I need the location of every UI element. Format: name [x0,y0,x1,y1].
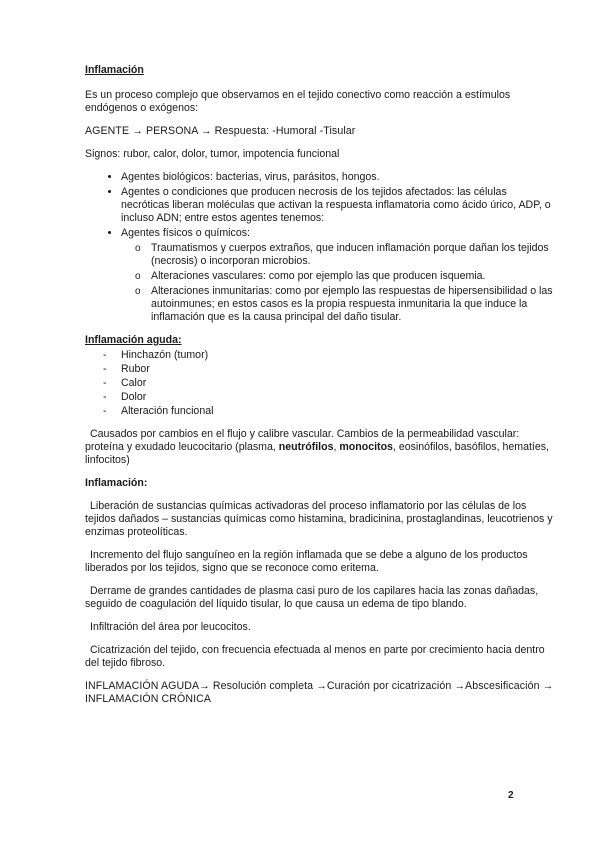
acute-sign-item: - Alteración funcional [121,405,555,418]
acute-sign-item: - Calor [121,377,555,390]
sub-agents-item: o Traumatismos y cuerpos extraños, que inducen inflamación porque dañan los tejidos (necrosis) o incorporan microbios. [151,242,555,268]
causes-text-1: Causados por cambios en el flujo y calibre vascular. Cambios de la permeabilidad vascular: proteína y exudado leucocitario (plasma, [85,428,520,453]
acute-signs-list [85,349,555,418]
document-page [85,64,555,716]
process-paragraph: Infiltración del área por leucocitos. [90,621,251,633]
agents-list-item [121,227,555,324]
signs-line: Signos: rubor, calor, dolor, tumor, impotencia funcional [85,148,340,160]
sub-agents-list [121,242,555,324]
agent-flow-line: AGENTE → PERSONA → Respuesta: -Humoral -Tisular [85,125,356,137]
agents-list [85,171,555,324]
agents-list-item: • Agentes biológicos: bacterias, virus, parásitos, hongos. [121,171,555,184]
causes-text-2: , eosinófilos, basófilos, hematíes, linfocitos) [85,441,549,466]
page-number: 2 [508,790,514,801]
acute-sign-item: - Hinchazón (tumor) [121,349,555,362]
process-paragraph: Cicatrización del tejido, con frecuencia efectuada al menos en parte por crecimiento hacia dentro del tejido fibroso. [85,644,545,669]
process-paragraph: Liberación de sustancias químicas activadoras del proceso inflamatorio por las células de los tejidos dañados – sustancias químicas como histamina, bradicinina, prostaglandinas, leucotrienos y enzimas proteolíticas. [85,500,553,538]
sub-agents-item: o Alteraciones vasculares: como por ejemplo las que producen isquemia. [151,270,555,283]
section-title-inflamacion: Inflamación [85,64,144,76]
acute-sign-item: - Dolor [121,391,555,404]
section-title-inflamacion-2: Inflamación: [85,477,148,489]
causes-paragraph [85,428,555,467]
section-title-acute: Inflamación aguda: [85,334,182,346]
causes-bold-monocitos: monocitos [339,441,393,453]
sub-agents-item: o Alteraciones inmunitarias: como por ejemplo las respuestas de hipersensibilidad o las autoinmunes; en estos casos es la propia respuesta inmunitaria la que induce la inflamación que es la causa principal del daño tisular. [151,285,555,324]
causes-bold-neutrofilos: neutrófilos [278,441,334,453]
agents-list-item-label: Agentes físicos o químicos: [121,227,250,239]
outcome-flow-line: INFLAMACIÓN AGUDA→ Resolución completa →Curación por cicatrización →Abscesificación → INFLAMACIÓN CRÓNICA [85,680,554,705]
acute-sign-item: - Rubor [121,363,555,376]
causes-sep: , [333,441,340,453]
process-paragraph: Incremento del flujo sanguíneo en la región inflamada que se debe a alguno de los productos liberados por los tejidos, signo que se reconoce como eritema. [85,549,528,574]
process-paragraph: Derrame de grandes cantidades de plasma casi puro de los capilares hacia las zonas dañadas, seguido de coagulación del líquido tisular, lo que causa un edema de tipo blando. [85,585,539,610]
intro-paragraph: Es un proceso complejo que observamos en el tejido conectivo como reacción a estímulos endógenos o exógenos: [85,89,511,114]
agents-list-item: • Agentes o condiciones que producen necrosis de los tejidos afectados: las células necróticas liberan moléculas que activan la respuesta inflamatoria como ácido úrico, ADP, o incluso ADN; entre estos agentes tenemos: [121,186,555,225]
